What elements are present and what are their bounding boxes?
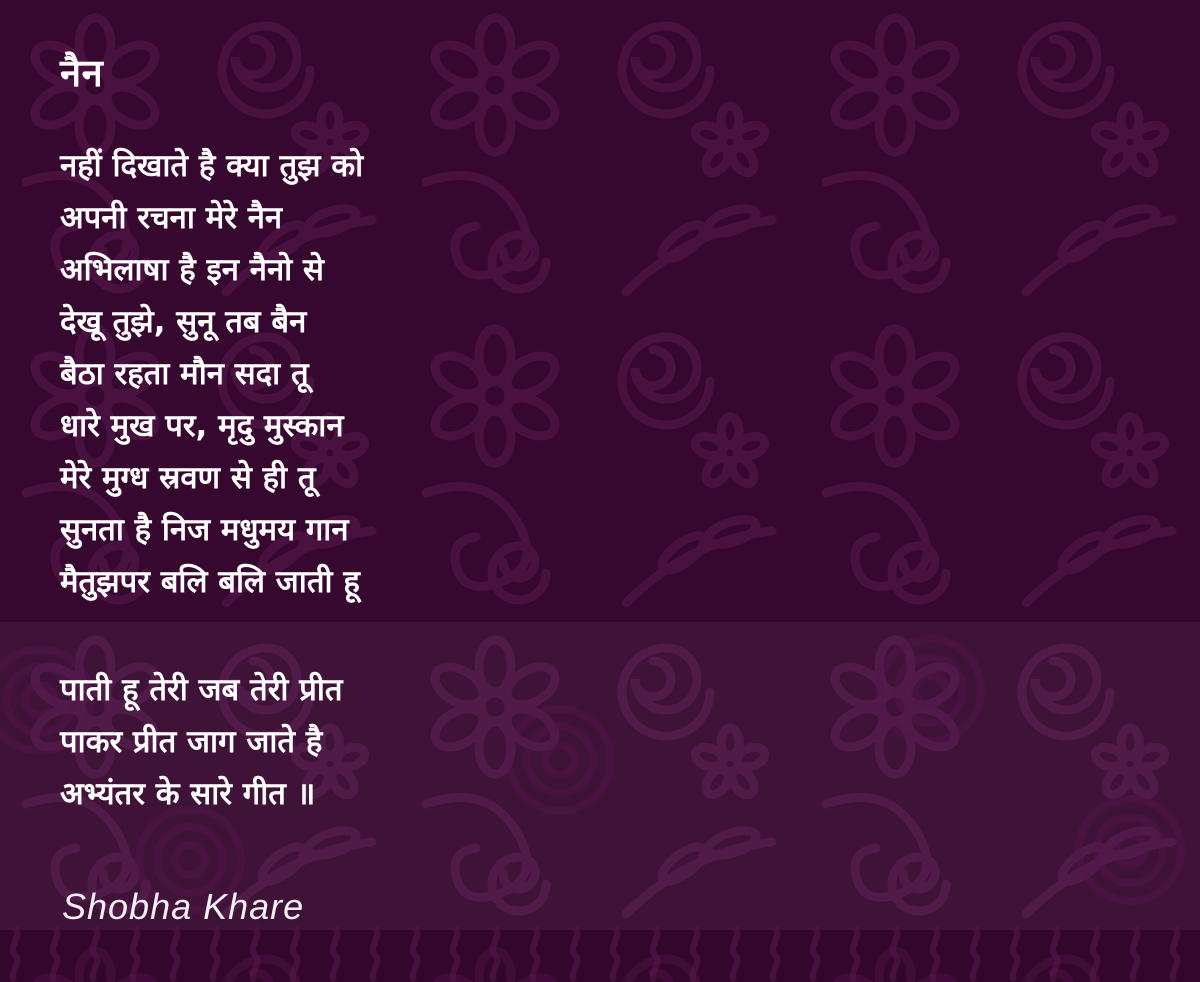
poem-line: अपनी रचना मेरे नैन <box>60 200 283 236</box>
poem-line: मैतुझपर बलि बलि जाती हू <box>60 564 360 600</box>
poem-line: देखू तुझे, सुनू तब बैन <box>60 304 307 340</box>
poem-line: अभ्यंतर के सारे गीत ॥ <box>60 776 316 812</box>
poem-line: बैठा रहता मौन सदा तू <box>60 356 309 392</box>
poem-line: पाती हू तेरी जब तेरी प्रीत <box>60 672 343 708</box>
poem-line: पाकर प्रीत जाग जाते है <box>60 724 323 760</box>
poem-line: नहीं दिखाते है क्या तुझ को <box>60 148 364 184</box>
poem-line: धारे मुख पर, मृदु मुस्कान <box>60 408 344 444</box>
poem-stanza-2 <box>60 664 343 820</box>
poem-stanza-1 <box>60 140 363 608</box>
poem-line: मेरे मुग्ध स्रवण से ही तू <box>60 460 316 496</box>
poem-title: नैन <box>60 51 104 95</box>
poem-author: Shobha Khare <box>62 886 305 927</box>
poem-line: अभिलाषा है इन नैनो से <box>60 252 324 288</box>
poem-line: सुनता है निज मधुमय गान <box>60 512 349 548</box>
